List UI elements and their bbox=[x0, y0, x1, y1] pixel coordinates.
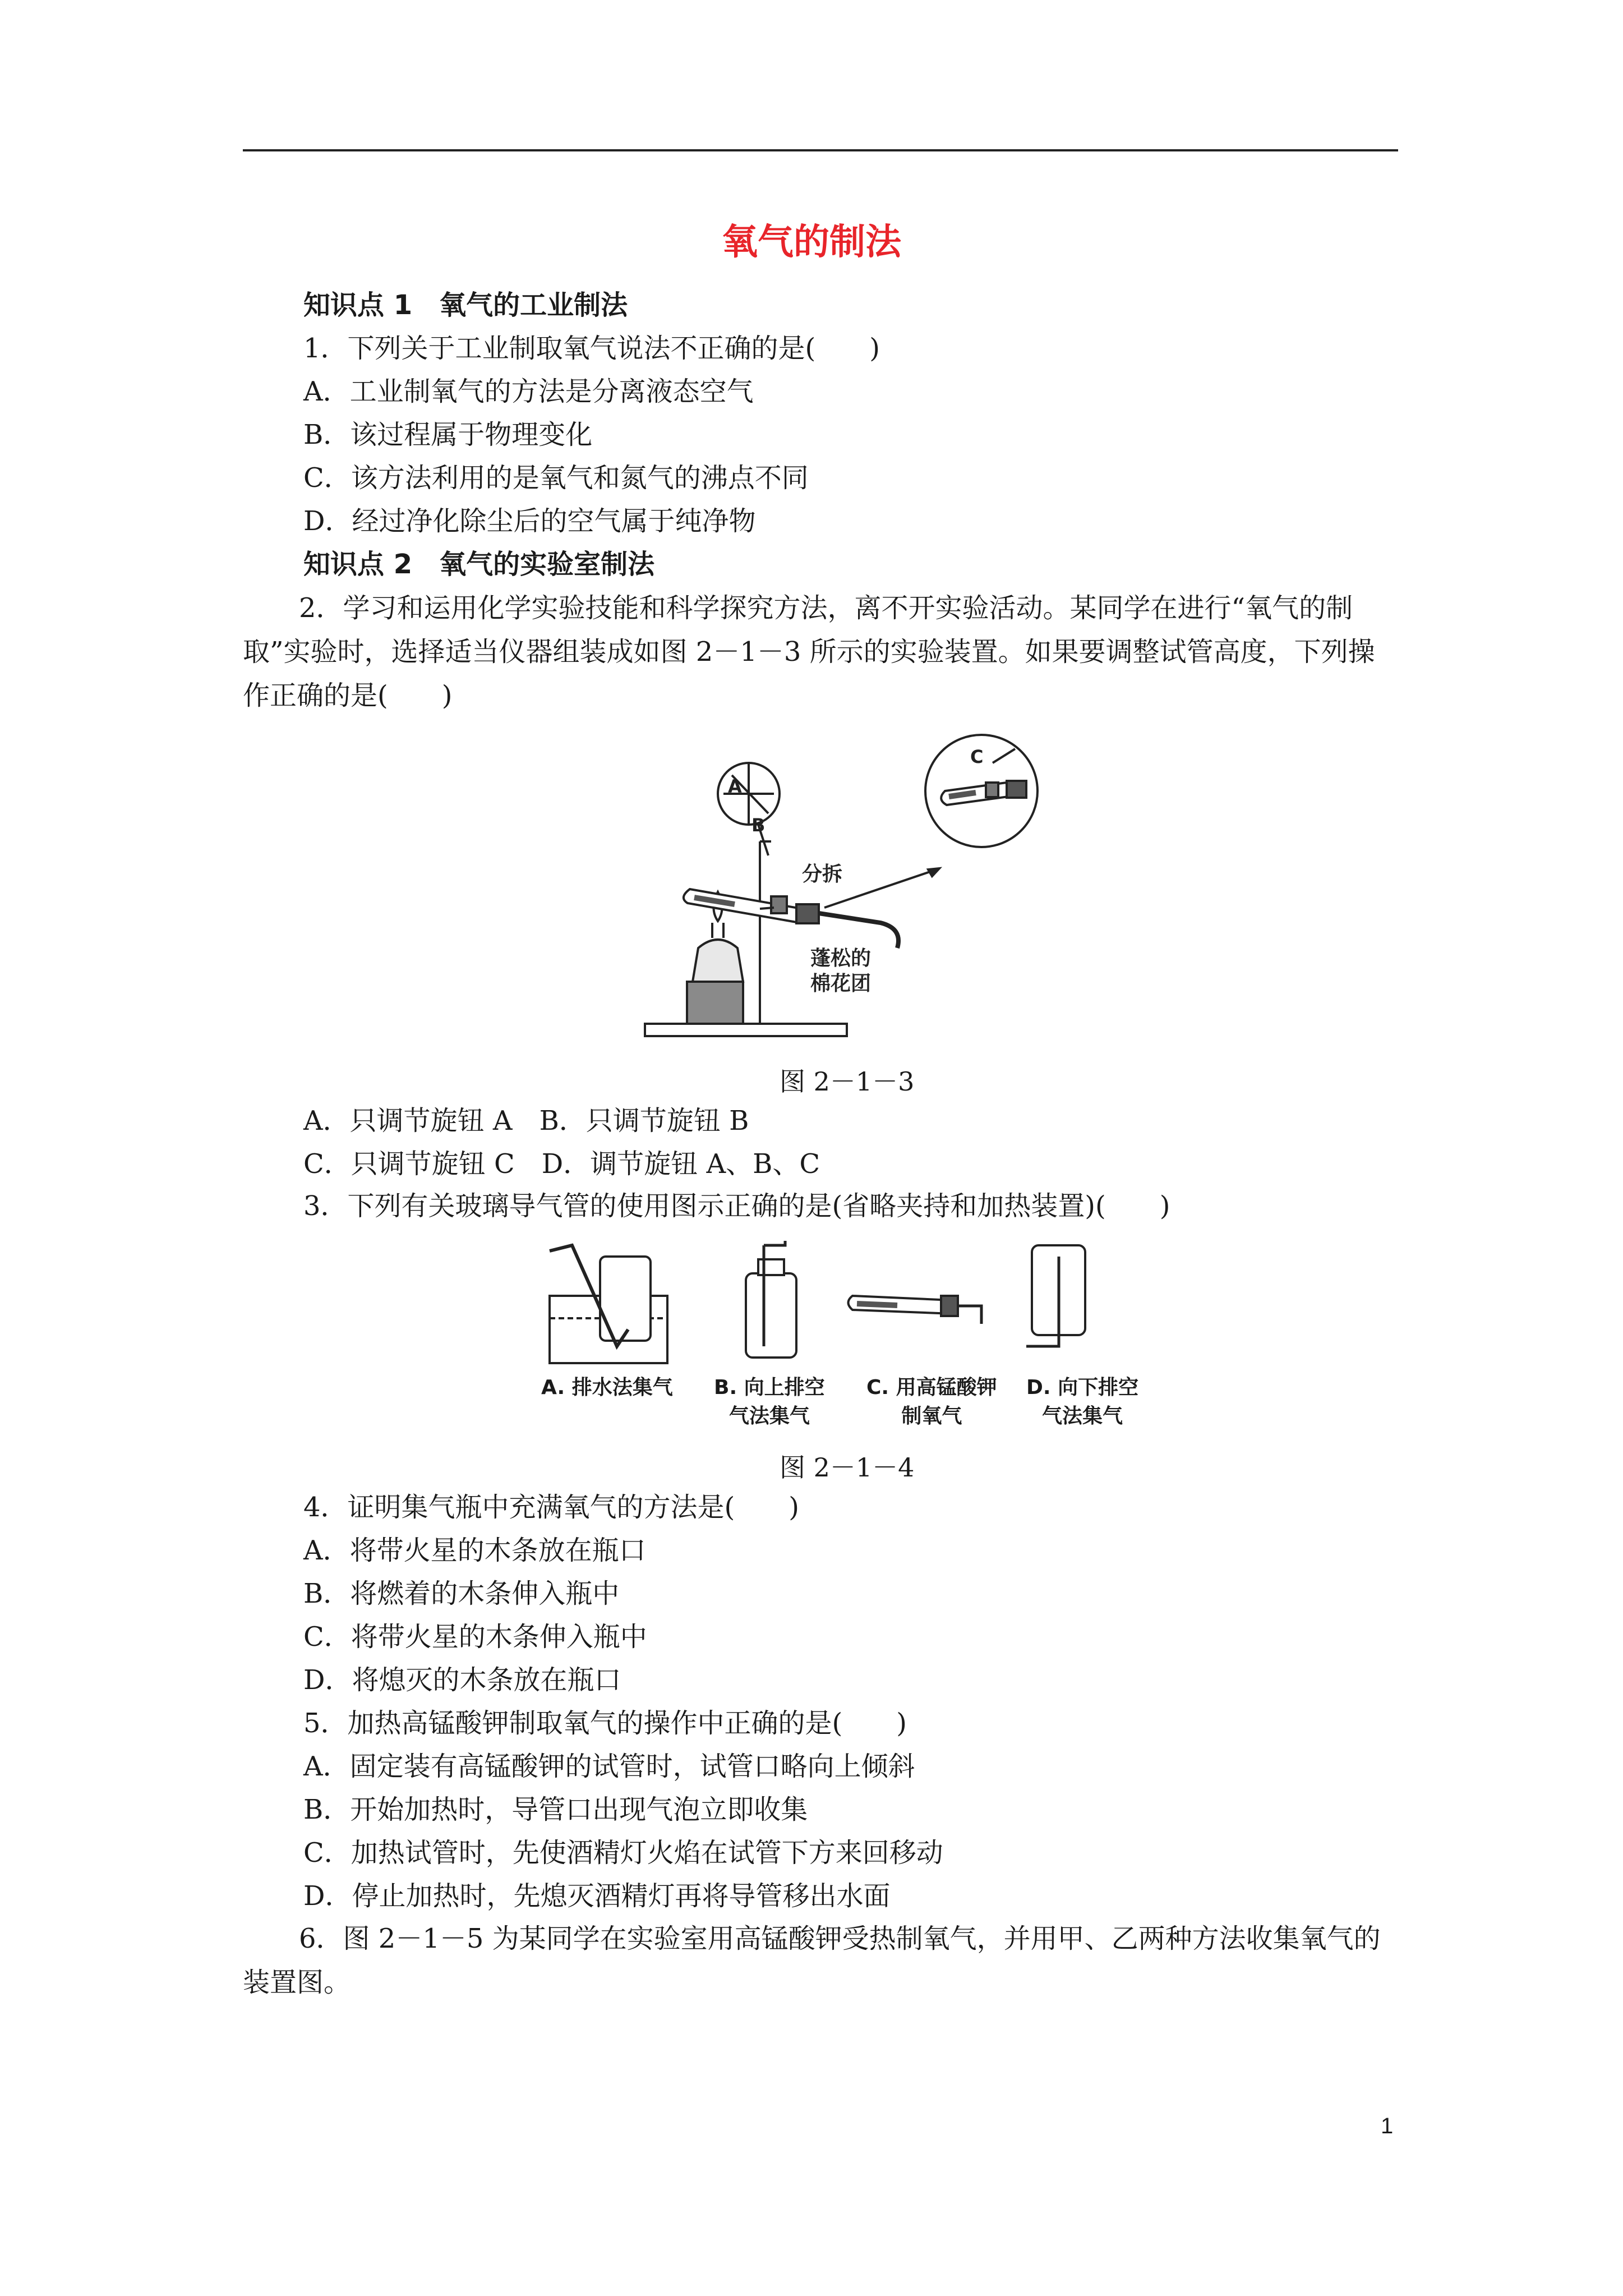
figure-2-1-3 bbox=[634, 729, 1060, 1049]
label-split: 分拆 bbox=[802, 863, 843, 886]
fig-b-bottle bbox=[746, 1273, 796, 1358]
clamp bbox=[771, 896, 787, 913]
q1-option-c: C．该方法利用的是氧气和氮气的沸点不同 bbox=[303, 462, 809, 494]
page-number: 1 bbox=[1381, 2114, 1394, 2138]
q5-option-a: A．固定装有高锰酸钾的试管时，试管口略向上倾斜 bbox=[303, 1751, 915, 1782]
fig-d-label: D. 向下排空 气法集气 bbox=[1026, 1376, 1139, 1428]
q5-option-c: C．加热试管时，先使酒精灯火焰在试管下方来回移动 bbox=[303, 1837, 943, 1869]
label-b: B bbox=[751, 815, 766, 836]
q4-option-c: C．将带火星的木条伸入瓶中 bbox=[303, 1621, 647, 1653]
q5-stem: 5．加热高锰酸钾制取氧气的操作中正确的是( ) bbox=[303, 1708, 907, 1739]
q2-options-row2: C．只调节旋钮 C D．调节旋钮 A、B、C bbox=[303, 1148, 820, 1180]
q4-option-b: B．将燃着的木条伸入瓶中 bbox=[303, 1578, 620, 1609]
alcohol-lamp bbox=[693, 940, 743, 982]
q5-option-d: D．停止加热时，先熄灭酒精灯再将导管移出水面 bbox=[303, 1880, 891, 1912]
q6-stem: 6．图 2－1－5 为某同学在实验室用高锰酸钾受热制氧气，并用甲、乙两种方法收集氧气的装置图。 bbox=[243, 1923, 1381, 1998]
q1-option-a: A．工业制氧气的方法是分离液态空气 bbox=[303, 376, 754, 407]
stand-base bbox=[645, 1024, 847, 1036]
fig-a-label: A. 排水法集气 bbox=[541, 1376, 673, 1399]
knowledge-point-2: 知识点 2 氧气的实验室制法 bbox=[303, 549, 655, 580]
q1-option-b: B．该过程属于物理变化 bbox=[303, 419, 593, 450]
fig-b-label: B. 向上排空 气法集气 bbox=[714, 1376, 825, 1428]
q2-options-row1: A．只调节旋钮 A B．只调节旋钮 B bbox=[303, 1105, 749, 1137]
fig-c-tube bbox=[958, 1306, 981, 1324]
lamp-block bbox=[687, 982, 743, 1024]
q1-option-d: D．经过净化除尘后的空气属于纯净物 bbox=[303, 505, 756, 537]
knowledge-point-1: 知识点 1 氧气的工业制法 bbox=[303, 289, 628, 321]
stopper bbox=[796, 904, 819, 923]
q4-option-d: D．将熄灭的木条放在瓶口 bbox=[303, 1664, 621, 1696]
q4-stem: 4．证明集气瓶中充满氧气的方法是( ) bbox=[303, 1492, 799, 1523]
page-title: 氧气的制法 bbox=[722, 222, 901, 263]
figure-2-1-4 bbox=[538, 1234, 1155, 1380]
label-cotton-1: 蓬松的 bbox=[810, 947, 872, 970]
q2-stem: 2．学习和运用化学实验技能和科学探究方法，离不开实验活动。某同学在进行“氧气的制取”实验时，选择适当仪器组装成如图 2－1－3 所示的实验装置。如果要调整试管高度，下列操作正确的是( ) bbox=[243, 592, 1375, 711]
q1-stem: 1．下列关于工业制取氧气说法不正确的是( ) bbox=[303, 333, 880, 364]
figure-caption-2-1-4: 图 2－1－4 bbox=[780, 1452, 915, 1483]
header-rule bbox=[243, 149, 1398, 151]
q4-option-a: A．将带火星的木条放在瓶口 bbox=[303, 1535, 646, 1566]
q5-option-b: B．开始加热时，导管口出现气泡立即收集 bbox=[303, 1794, 808, 1825]
label-cotton-2: 棉花团 bbox=[810, 972, 872, 995]
fig-c-label: C. 用高锰酸钾 制氧气 bbox=[866, 1376, 997, 1428]
figure-caption-2-1-3: 图 2－1－3 bbox=[780, 1066, 915, 1097]
delivery-tube bbox=[819, 913, 898, 948]
q3-stem: 3．下列有关玻璃导气管的使用图示正确的是(省略夹持和加热装置)( ) bbox=[303, 1190, 1170, 1222]
label-a: A bbox=[728, 776, 742, 797]
label-c: C bbox=[970, 746, 984, 767]
